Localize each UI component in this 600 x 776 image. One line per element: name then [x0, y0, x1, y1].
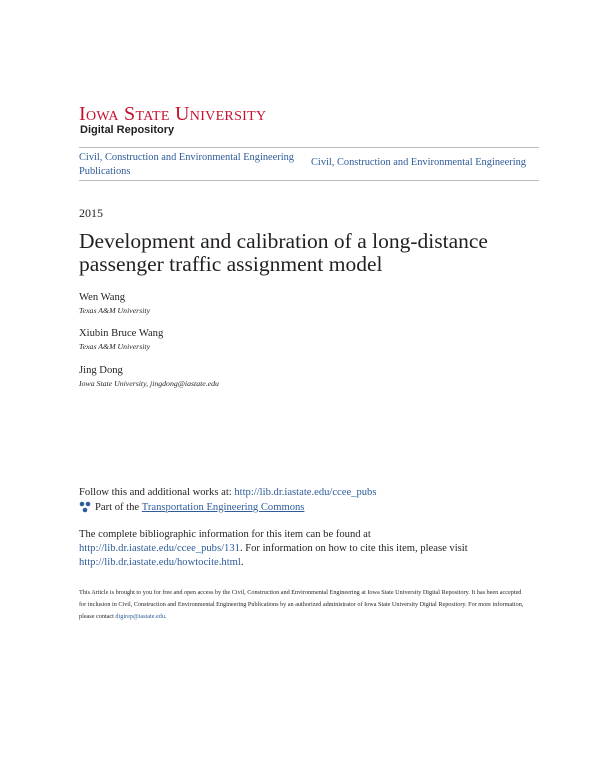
collection-url-link[interactable]: http://lib.dr.iastate.edu/ccee_pubs — [234, 487, 377, 498]
commons-network-icon — [79, 501, 91, 513]
contact-email-link[interactable]: digirep@iastate.edu — [115, 613, 165, 620]
biblio-end: . — [240, 557, 244, 568]
bibliographic-info — [79, 528, 519, 570]
author-affiliation: Texas A&M University — [79, 342, 151, 351]
collection-department-link[interactable]: Civil, Construction and Environmental Engineering — [311, 157, 526, 168]
follow-text: Follow this and additional works at: — [79, 487, 235, 498]
transportation-commons-link[interactable]: Transportation Engineering Commons — [141, 501, 305, 513]
repository-label: Digital Repository — [80, 124, 175, 136]
part-of-prefix: Part of the — [95, 501, 140, 513]
author-affiliation: Iowa State University, jingdong@iastate.edu — [79, 379, 219, 388]
author-name: Jing Dong — [79, 365, 123, 376]
university-logo — [79, 104, 266, 124]
collection-top-rule — [79, 147, 539, 148]
collection-publications-link[interactable]: Civil, Construction and Environmental Engineering Publications — [79, 152, 294, 177]
notice-end: . — [164, 613, 167, 620]
part-of-line — [79, 501, 304, 513]
author-name: Wen Wang — [79, 292, 126, 303]
item-url-link[interactable]: http://lib.dr.iastate.edu/ccee_pubs/131 — [79, 543, 240, 554]
follow-line — [79, 487, 376, 498]
author-name: Xiubin Bruce Wang — [79, 328, 164, 339]
publication-year: 2015 — [79, 206, 103, 220]
university-name: Iowa State University — [79, 103, 267, 125]
howtocite-link[interactable]: http://lib.dr.iastate.edu/howtocite.html — [79, 557, 241, 568]
access-notice — [79, 587, 524, 623]
paper-title: Development and calibration of a long-distance passenger traffic assignment model — [79, 229, 488, 276]
collection-bottom-rule — [79, 180, 539, 181]
biblio-text: The complete bibliographic information for this item can be found at — [79, 529, 371, 540]
biblio-text: . For information on how to cite this item, please visit — [239, 543, 468, 554]
author-affiliation: Texas A&M University — [79, 306, 151, 315]
notice-text: This Article is brought to you for free and open access by the Civil, Construction and Environmental Engineering at Iowa State University Digital Repository. It has been accepted for inclusion in Civil, Construction and Environmental Engineering Publications by an authorized administrator of Iowa State University Digital Repository. For more information, please contact — [79, 589, 524, 620]
